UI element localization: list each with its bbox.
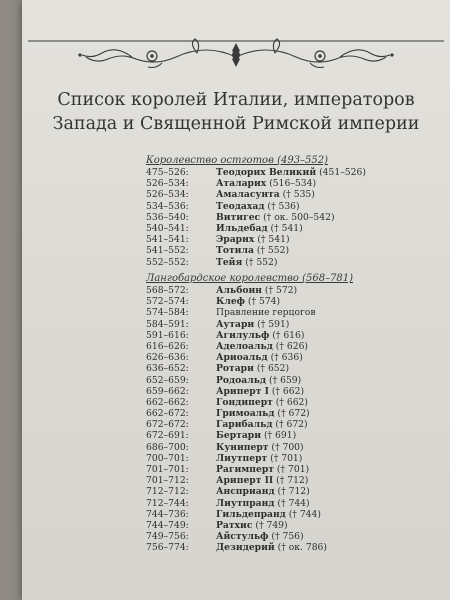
ruler-name: Теодахад [216, 200, 265, 212]
list-item [146, 442, 436, 453]
list-item [146, 341, 436, 352]
reign-years: 672–691: [146, 430, 189, 442]
reign-years: 662–662: [146, 396, 189, 408]
ruler-entry [216, 531, 304, 542]
reign-years: 536–540: [146, 211, 189, 223]
ruler-note: († 749) [255, 519, 288, 531]
reign-years: 712–712: [146, 486, 189, 498]
list-item [146, 475, 436, 486]
ruler-note: († 616) [272, 329, 305, 341]
reign-years: 701–701: [146, 464, 189, 475]
list-item [146, 296, 436, 307]
reign-years: 541–541: [146, 234, 189, 246]
ruler-name: Ратхис [216, 519, 253, 531]
ruler-note: († 652) [256, 363, 290, 375]
reign-years: 572–574: [146, 296, 189, 308]
ruler-entry [216, 430, 296, 441]
ruler-name: Бертари [216, 430, 262, 442]
ruler-entry [216, 285, 297, 296]
ruler-entry [216, 509, 321, 520]
ruler-note: († 744) [288, 508, 321, 520]
reign-years: 526–534: [146, 178, 189, 190]
ruler-name: Витигес [216, 211, 261, 223]
ruler-name: Аутари [216, 318, 255, 330]
ruler-note: (451–526) [319, 167, 366, 178]
ruler-entry [216, 189, 315, 200]
ruler-entry [216, 464, 309, 475]
ruler-note: († ок. 786) [277, 542, 327, 554]
ruler-name: Ансприанд [216, 486, 275, 498]
ruler-note: († 701) [270, 452, 303, 464]
kings-list-ostrogoths [146, 167, 436, 268]
ruler-note: († 700) [271, 441, 304, 453]
page-title [22, 88, 450, 136]
list-item [146, 285, 436, 296]
ruler-note: († 535) [282, 189, 315, 201]
ruler-note: († 574) [247, 296, 281, 308]
ruler-name: Клеф [216, 296, 245, 308]
ruler-name: Тотила [216, 245, 254, 257]
ruler-entry [216, 397, 308, 408]
list-item [146, 352, 436, 363]
reign-years: 659–662: [146, 385, 189, 397]
ruler-name: Агилульф [216, 329, 270, 341]
reign-years: 616–626: [146, 340, 189, 352]
list-item [146, 464, 436, 475]
reign-years: 662–672: [146, 408, 189, 420]
list-item [146, 486, 436, 497]
ruler-note: († 572) [264, 285, 298, 296]
ruler-entry [216, 167, 366, 178]
list-item [146, 419, 436, 430]
ruler-note: († 536) [267, 200, 300, 212]
ruler-note: († 672) [275, 419, 308, 431]
ruler-name: Ротари [216, 363, 254, 375]
ruler-name: Ариперт II [216, 475, 274, 487]
list-item [146, 397, 436, 408]
ruler-note: Правление герцогов [216, 307, 316, 319]
list-item [146, 363, 436, 374]
ruler-name: Родоальд [216, 374, 267, 386]
ruler-entry [216, 330, 304, 341]
ruler-note: († 552) [256, 245, 290, 257]
ruler-entry [216, 201, 300, 212]
ruler-entry [216, 442, 304, 453]
ruler-entry [216, 475, 308, 486]
ruler-entry [216, 212, 335, 223]
ruler-note: († 636) [270, 352, 303, 364]
ruler-note: († 672) [277, 408, 310, 420]
ruler-name: Ариоальд [216, 352, 268, 364]
ruler-entry [216, 363, 289, 374]
reign-years: 568–572: [146, 285, 189, 296]
list-item [146, 498, 436, 509]
reign-years: 686–700: [146, 441, 189, 453]
list-item [146, 520, 436, 531]
list-item [146, 189, 436, 200]
reign-years: 534–536: [146, 200, 189, 212]
list-item [146, 430, 436, 441]
ruler-name: Ариперт I [216, 385, 269, 397]
ruler-entry [216, 296, 280, 307]
ruler-entry [216, 520, 288, 531]
ruler-name: Тейя [216, 256, 243, 268]
reign-years: 540–541: [146, 222, 189, 234]
ruler-entry [216, 542, 327, 553]
ruler-entry [216, 341, 308, 352]
list-item [146, 330, 436, 341]
ruler-name: Теодорих Великий [216, 167, 317, 178]
ruler-name: Дезидерий [216, 542, 275, 554]
reign-years: 652–659: [146, 374, 189, 386]
ruler-entry [216, 178, 316, 189]
list-item [146, 201, 436, 212]
reign-years: 584–591: [146, 318, 189, 330]
ruler-name: Аталарих [216, 178, 267, 190]
reign-years: 626–636: [146, 352, 189, 364]
page-title-line: Запада и Священной Римской империи [52, 114, 420, 134]
list-item [146, 509, 436, 520]
section-heading-lombards: Лангобардское королевство (568–781) [146, 273, 354, 284]
ruler-note: († 756) [271, 531, 304, 543]
reign-years: 756–774: [146, 542, 189, 554]
ruler-entry [216, 486, 310, 497]
ruler-note: († 662) [275, 396, 308, 408]
section-heading-ostrogoths: Королевство остготов (493–552) [146, 155, 329, 166]
ruler-entry [216, 245, 289, 256]
reign-years: 574–584: [146, 307, 189, 319]
ruler-note: († 541) [257, 234, 290, 246]
ruler-name: Куниперт [216, 441, 269, 453]
ruler-entry [216, 307, 316, 318]
ruler-name: Ильдебад [216, 222, 268, 234]
reign-years: 636–652: [146, 363, 189, 375]
ruler-note: († 701) [276, 464, 310, 475]
reign-years: 672–672: [146, 419, 189, 431]
list-item [146, 223, 436, 234]
kings-list-lombards [146, 285, 436, 554]
reign-years: 700–701: [146, 452, 189, 464]
ruler-note: († 712) [276, 475, 309, 487]
ruler-name: Гильдепранд [216, 508, 286, 520]
list-item [146, 234, 436, 245]
ruler-name: Альбоин [216, 285, 262, 296]
reign-years: 475–526: [146, 167, 189, 178]
ruler-name: Гримоальд [216, 408, 275, 420]
list-item [146, 375, 436, 386]
ruler-note: († 712) [277, 486, 310, 498]
ruler-entry [216, 352, 303, 363]
ruler-entry [216, 453, 302, 464]
list-item [146, 307, 436, 318]
list-item [146, 531, 436, 542]
ruler-name: Аделоальд [216, 340, 273, 352]
ruler-note: († 691) [263, 430, 297, 442]
reign-years: 749–756: [146, 531, 189, 543]
reign-years: 526–534: [146, 189, 189, 201]
ruler-name: Айстульф [216, 531, 269, 543]
list-item [146, 408, 436, 419]
list-item [146, 167, 436, 178]
list-item [146, 257, 436, 268]
reign-years: 701–712: [146, 475, 189, 487]
list-item [146, 542, 436, 553]
ruler-note: († 744) [277, 497, 310, 509]
list-item [146, 386, 436, 397]
ruler-name: Рагимперт [216, 464, 274, 475]
ruler-name: Лиутпранд [216, 497, 275, 509]
ruler-entry [216, 419, 308, 430]
ruler-entry [216, 408, 310, 419]
floral-ornament-icon [22, 35, 450, 75]
reign-years: 744–736: [146, 508, 189, 520]
ruler-name: Эрарих [216, 234, 255, 246]
ruler-note: († 659) [269, 374, 302, 386]
reign-years: 552–552: [146, 256, 189, 268]
ruler-note: (516–534) [269, 178, 317, 190]
ruler-entry [216, 319, 289, 330]
ruler-entry [216, 223, 303, 234]
ruler-entry [216, 375, 301, 386]
ruler-name: Гарибальд [216, 419, 273, 431]
reign-years: 744–749: [146, 519, 189, 531]
list-item [146, 178, 436, 189]
list-item [146, 319, 436, 330]
ruler-note: († 541) [270, 222, 303, 234]
ruler-entry [216, 498, 310, 509]
reign-years: 591–616: [146, 329, 189, 341]
ruler-name: Гондиперт [216, 396, 273, 408]
ruler-note: († ок. 500–542) [263, 211, 335, 223]
list-item [146, 245, 436, 256]
list-item [146, 453, 436, 464]
list-item [146, 212, 436, 223]
ruler-note: († 662) [271, 385, 305, 397]
page-title-line: Список королей Италии, императоров [57, 90, 415, 110]
reign-years: 541–552: [146, 245, 189, 257]
ruler-note: († 626) [275, 340, 309, 352]
ruler-note: († 552) [245, 256, 278, 268]
ruler-name: Лиутперт [216, 452, 268, 464]
ruler-note: († 591) [257, 318, 290, 330]
book-page [22, 0, 450, 600]
ruler-name: Амаласунта [216, 189, 280, 201]
ruler-entry [216, 386, 304, 397]
ruler-entry [216, 257, 277, 268]
ruler-entry [216, 234, 290, 245]
reign-years: 712–744: [146, 497, 189, 509]
